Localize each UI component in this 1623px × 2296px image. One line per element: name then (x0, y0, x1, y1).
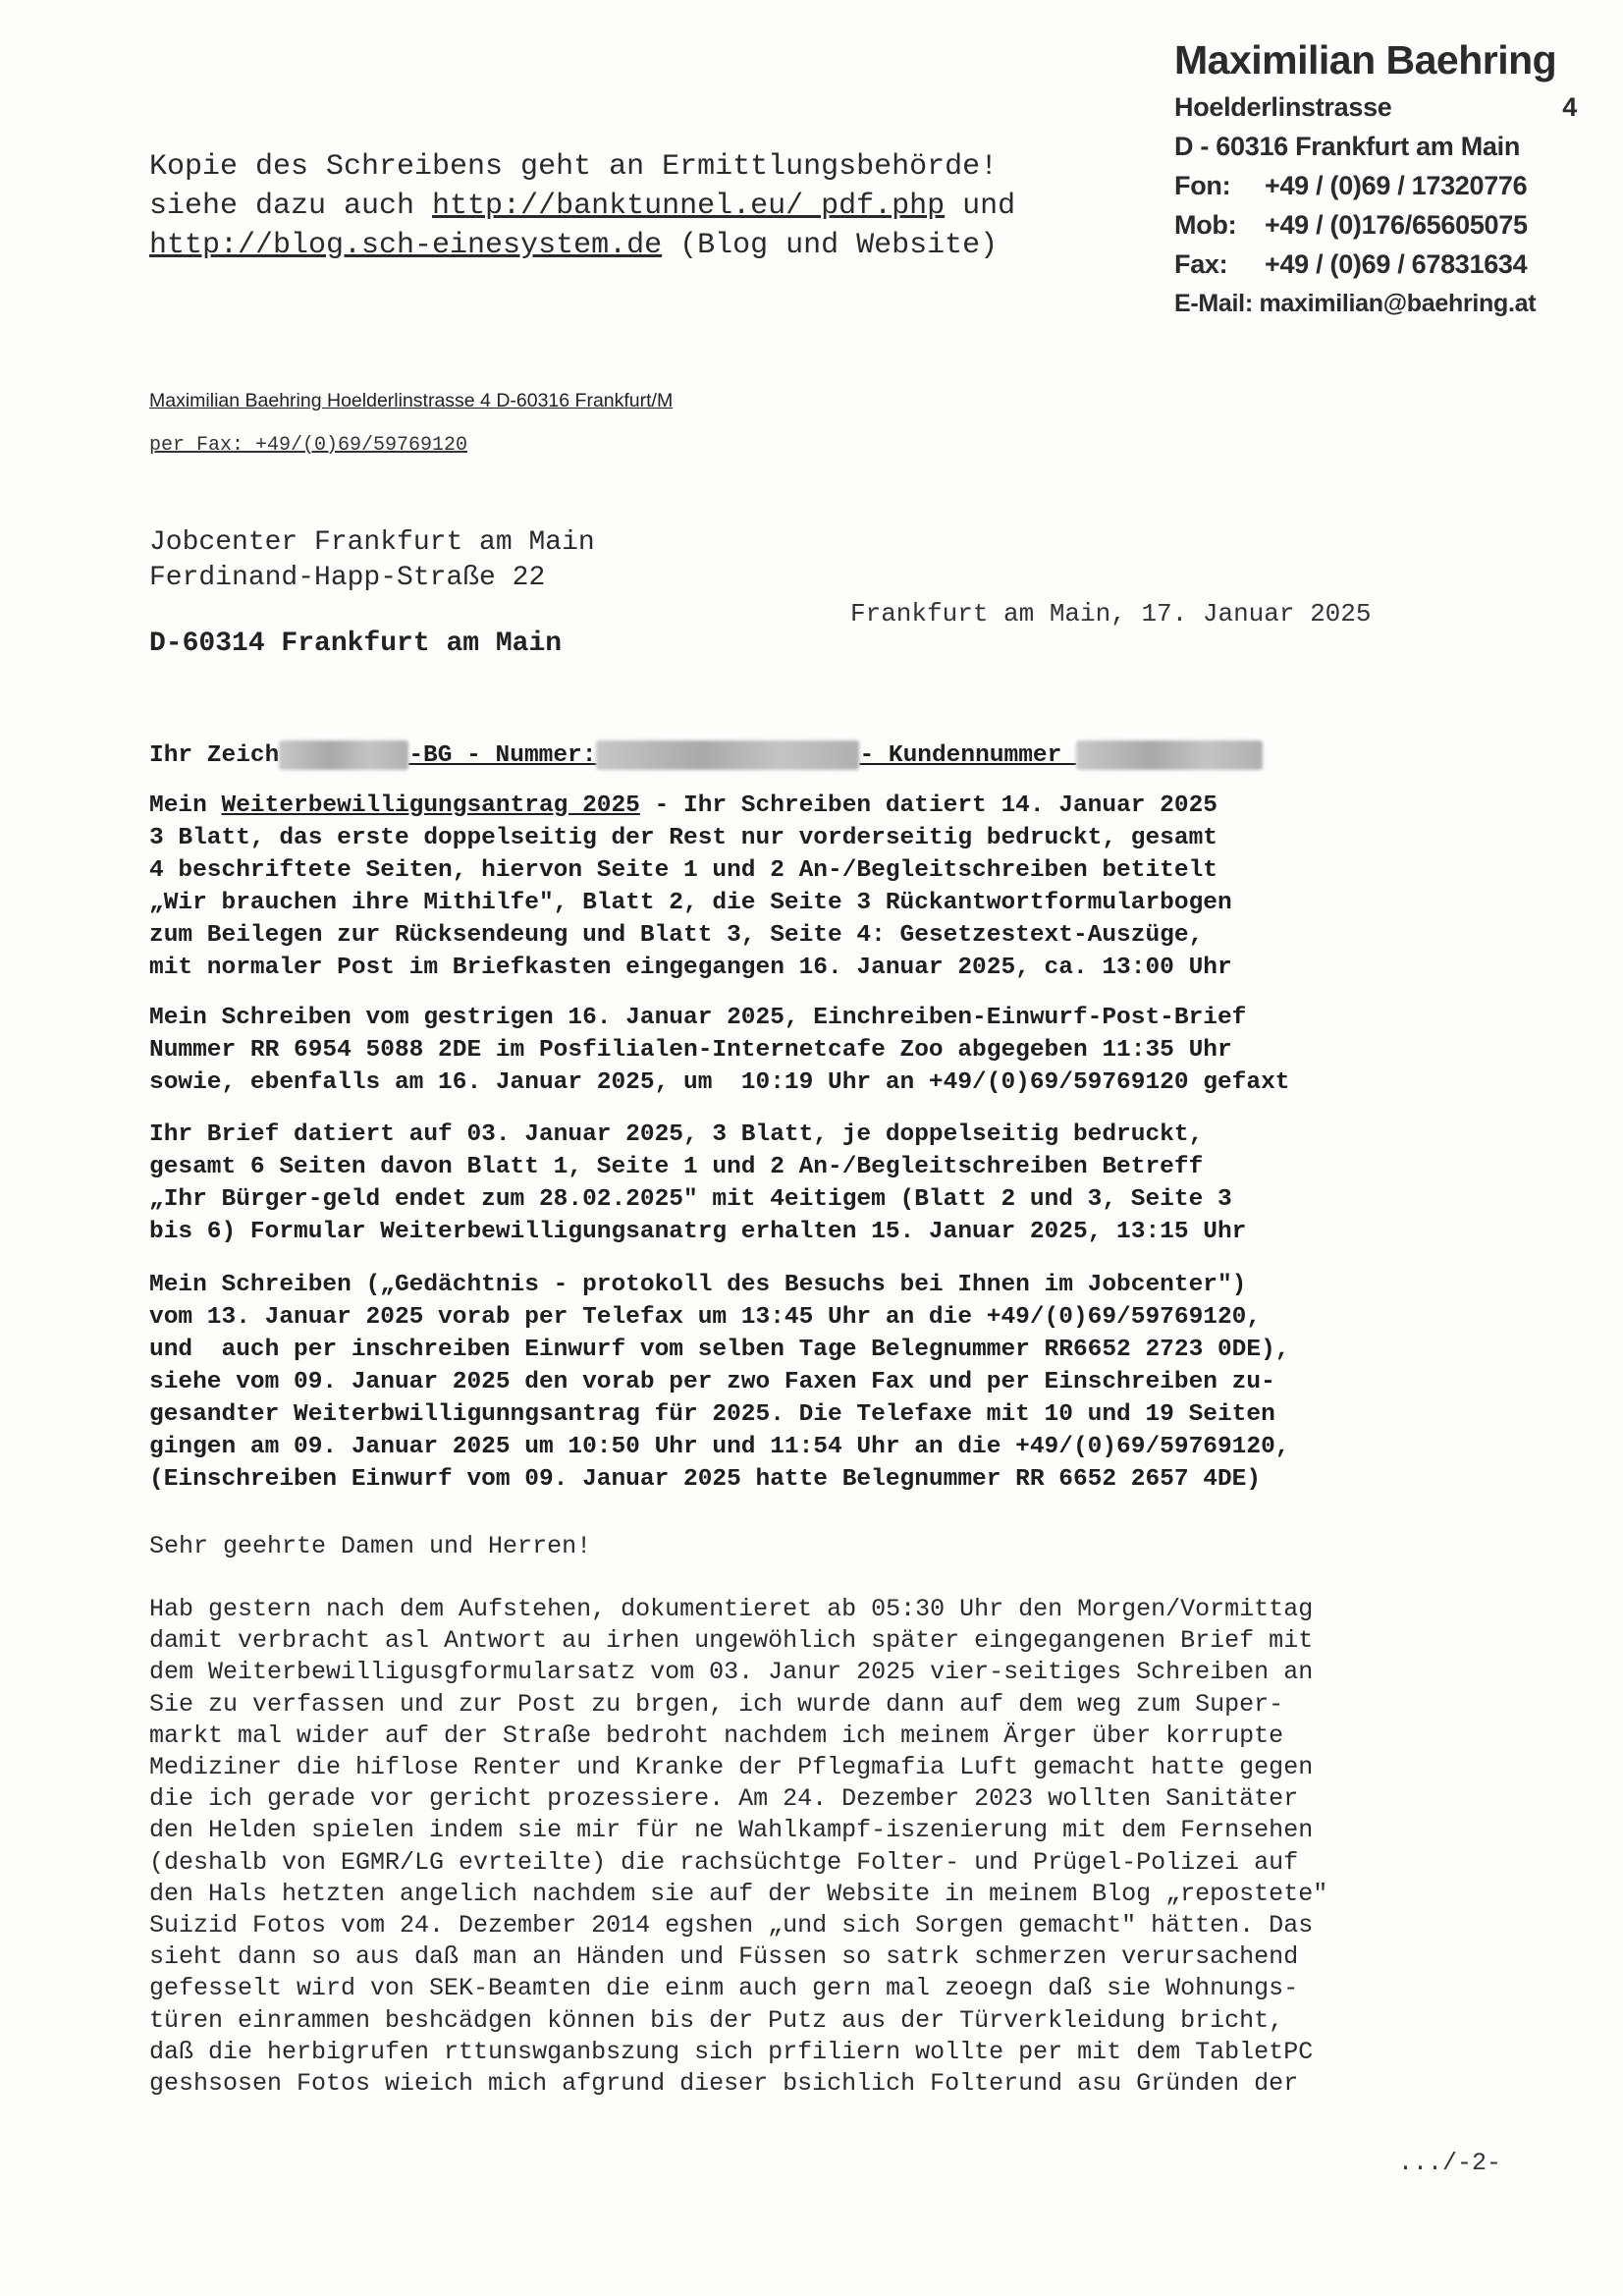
reference-block-1 (149, 790, 1232, 984)
recipient-line1: Jobcenter Frankfurt am Main (149, 527, 595, 558)
fon-number: +49 / (0)69 / 17320776 (1265, 171, 1528, 200)
fax-label: Fax: (1174, 249, 1228, 279)
salutation: Sehr geehrte Damen und Herren! (149, 1532, 592, 1560)
block1-prefix: Mein (149, 793, 222, 819)
reference-block-4: Mein Schreiben („Gedächtnis - protokoll des Besuchs bei Ihnen im Jobcenter") vom 13. Januar 2025 vorab per Telefax um 13:45 Uhr an die +49/(0)69/59769120, und auch per inschreiben Einwurf vom selben Tage Belegnummer RR6652 2723 0DE), siehe vom 09. Januar 2025 den vorab per zwo Faxen Fax und per Einschreiben zu- gesandter Weiterbwilligunngsantrag für 2025. Die Telefaxe mit 10 und 19 Seiten gingen am 09. Januar 2025 um 10:50 Uhr und 11:54 Uhr an die +49/(0)69/59769120, (Einschreiben Einwurf vom 09. Januar 2025 hatte Belegnummer RR 6652 2657 4DE) (149, 1272, 1290, 1493)
body-text: Hab gestern nach dem Aufstehen, dokumentieret ab 05:30 Uhr den Morgen/Vormittag damit verbracht asl Antwort au irhen ungewöhlich später eingegangenen Brief mit dem Weiterbewilligusgformularsatz vom 03. Janur 2025 vier-seitiges Schreiben an Sie zu verfassen und zur Post zu brgen, ich wurde dann auf dem weg zum Super- markt mal wider auf der Straße bedroht nachdem ich meinem Ärger über korrupte Mediziner die hiflose Renter und Kranke der Pflegmafia Luft gemacht hatte gegen die ich gerade vor gericht prozessiere. Am 24. Dezember 2023 wollten Sanitäter den Helden spielen indem sie mir für ne Wahlkampf-iszenierung mit dem Fernsehen (deshalb von EGMR/LG evrteilte) die rachsüchtge Folter- und Prügel-Polizei auf den Hals hetzten angelich nachdem sie auf der Website in meinem Blog „repostete" Suizid Fotos vom 24. Dezember 2014 egshen „und sich Sorgen gemacht" hätten. Das sieht dann so aus daß man an Händen und Füssen so satrk schmerzen verursachend gefesselt wird von SEK-Beamten die einm auch gern mal zeoegn daß sie Wohnungs- türen einrammen beshcädgen können bis der Putz aus der Türverkleidung bricht, daß die herbigrufen rttunswganbszung sich prfiliern wollte per mit dem TabletPC geshsosen Fotos wieich mich afgrund dieser bsichlich Folterund asu Gründen der (149, 1595, 1328, 2099)
page-number: .../-2- (1398, 2149, 1502, 2177)
letterhead-email: E-Mail: maximilian@baehring.at (1174, 290, 1537, 317)
letterhead-mob (1174, 205, 1577, 245)
redacted-customer-number (1076, 740, 1263, 770)
letter-date: Frankfurt am Main, 17. Januar 2025 (850, 599, 1372, 629)
letterhead-fax (1174, 245, 1577, 284)
reference-kunden-label: - Kundennummer (859, 742, 1077, 769)
sender-return-line: Maximilian Baehring Hoelderlinstrasse 4 D-60316 Frankfurt/M (149, 390, 674, 411)
blog-link[interactable]: http://blog.sch-einesystem.de (149, 229, 663, 262)
reference-block-3: Ihr Brief datiert auf 03. Januar 2025, 3 Blatt, je doppelseitig bedruckt, gesamt 6 Seiten davon Blatt 1, Seite 1 und 2 An-/Begleitschreiben Betreff „Ihr Bürger-geld endet zum 28.02.2025" mit 4eitigem (Blatt 2 und 3, Seite 3 bis 6) Formular Weiterbewilligungsanatrg erhalten 15. Januar 2025, 13:15 Uhr (149, 1121, 1247, 1245)
mob-number: +49 / (0)176/65605075 (1265, 210, 1528, 240)
recipient-city: D-60314 Frankfurt am Main (149, 629, 563, 659)
redacted-bg-number (596, 740, 859, 770)
letterhead-street (1174, 87, 1577, 127)
letterhead-house-number: 4 (1562, 92, 1577, 122)
fax-line: per Fax: +49/(0)69/59769120 (149, 434, 468, 457)
recipient-address (149, 525, 595, 596)
copy-notice (149, 147, 1015, 265)
copy-notice-line3-post: (Blog und Website) (662, 229, 999, 262)
fon-label: Fon: (1174, 171, 1231, 200)
reference-block-2: Mein Schreiben vom gestrigen 16. Januar 2025, Einchreiben-Einwurf-Post-Brief Nummer RR 6954 5088 2DE im Posfilialen-Internetcafe Zoo abgegeben 11:35 Uhr sowie, ebenfalls am 16. Januar 2025, um 10:19 Uhr an +49/(0)69/59769120 gefaxt (149, 1005, 1290, 1096)
block1-underlined: Weiterbewilligungsantrag 2025 (221, 793, 640, 819)
letterhead-city: D - 60316 Frankfurt am Main (1174, 132, 1521, 161)
redacted-reference (279, 740, 408, 770)
letterhead-street-name: Hoelderlinstrasse (1174, 92, 1392, 122)
copy-notice-line2-post: und (945, 190, 1016, 223)
mob-label: Mob: (1174, 210, 1237, 240)
reference-prefix: Ihr Zeich (149, 742, 280, 769)
recipient-line2: Ferdinand-Happ-Straße 22 (149, 563, 546, 593)
letterhead-name: Maximilian Baehring (1174, 37, 1557, 82)
copy-notice-line2-pre: siehe dazu auch (149, 190, 433, 223)
block1-rest: - Ihr Schreiben datiert 14. Januar 2025 3 Blatt, das erste doppelseitig der Rest nur vorderseitig bedruckt, gesamt 4 beschriftete Seiten, hiervon Seite 1 und 2 An-/Begleitschreiben betitelt „Wir brauchen ihre Mithilfe", Blatt 2, die Seite 3 Rückantwortformularbogen zum Beilegen zur Rücksendeung und Blatt 3, Seite 4: Gesetzestext-Auszüge, mit normaler Post im Briefkasten eingegangen 16. Januar 2025, ca. 13:00 Uhr (149, 793, 1232, 981)
reference-bg-label: -BG - Nummer: (408, 742, 597, 769)
copy-notice-line1: Kopie des Schreibens geht an Ermittlungsbehörde! (149, 150, 999, 184)
reference-line (149, 739, 1263, 772)
fax-number: +49 / (0)69 / 67831634 (1265, 249, 1528, 279)
letterhead-fon (1174, 166, 1577, 205)
letterhead (1174, 37, 1577, 323)
banktunnel-link[interactable]: http://banktunnel.eu/ pdf.php (432, 190, 946, 223)
